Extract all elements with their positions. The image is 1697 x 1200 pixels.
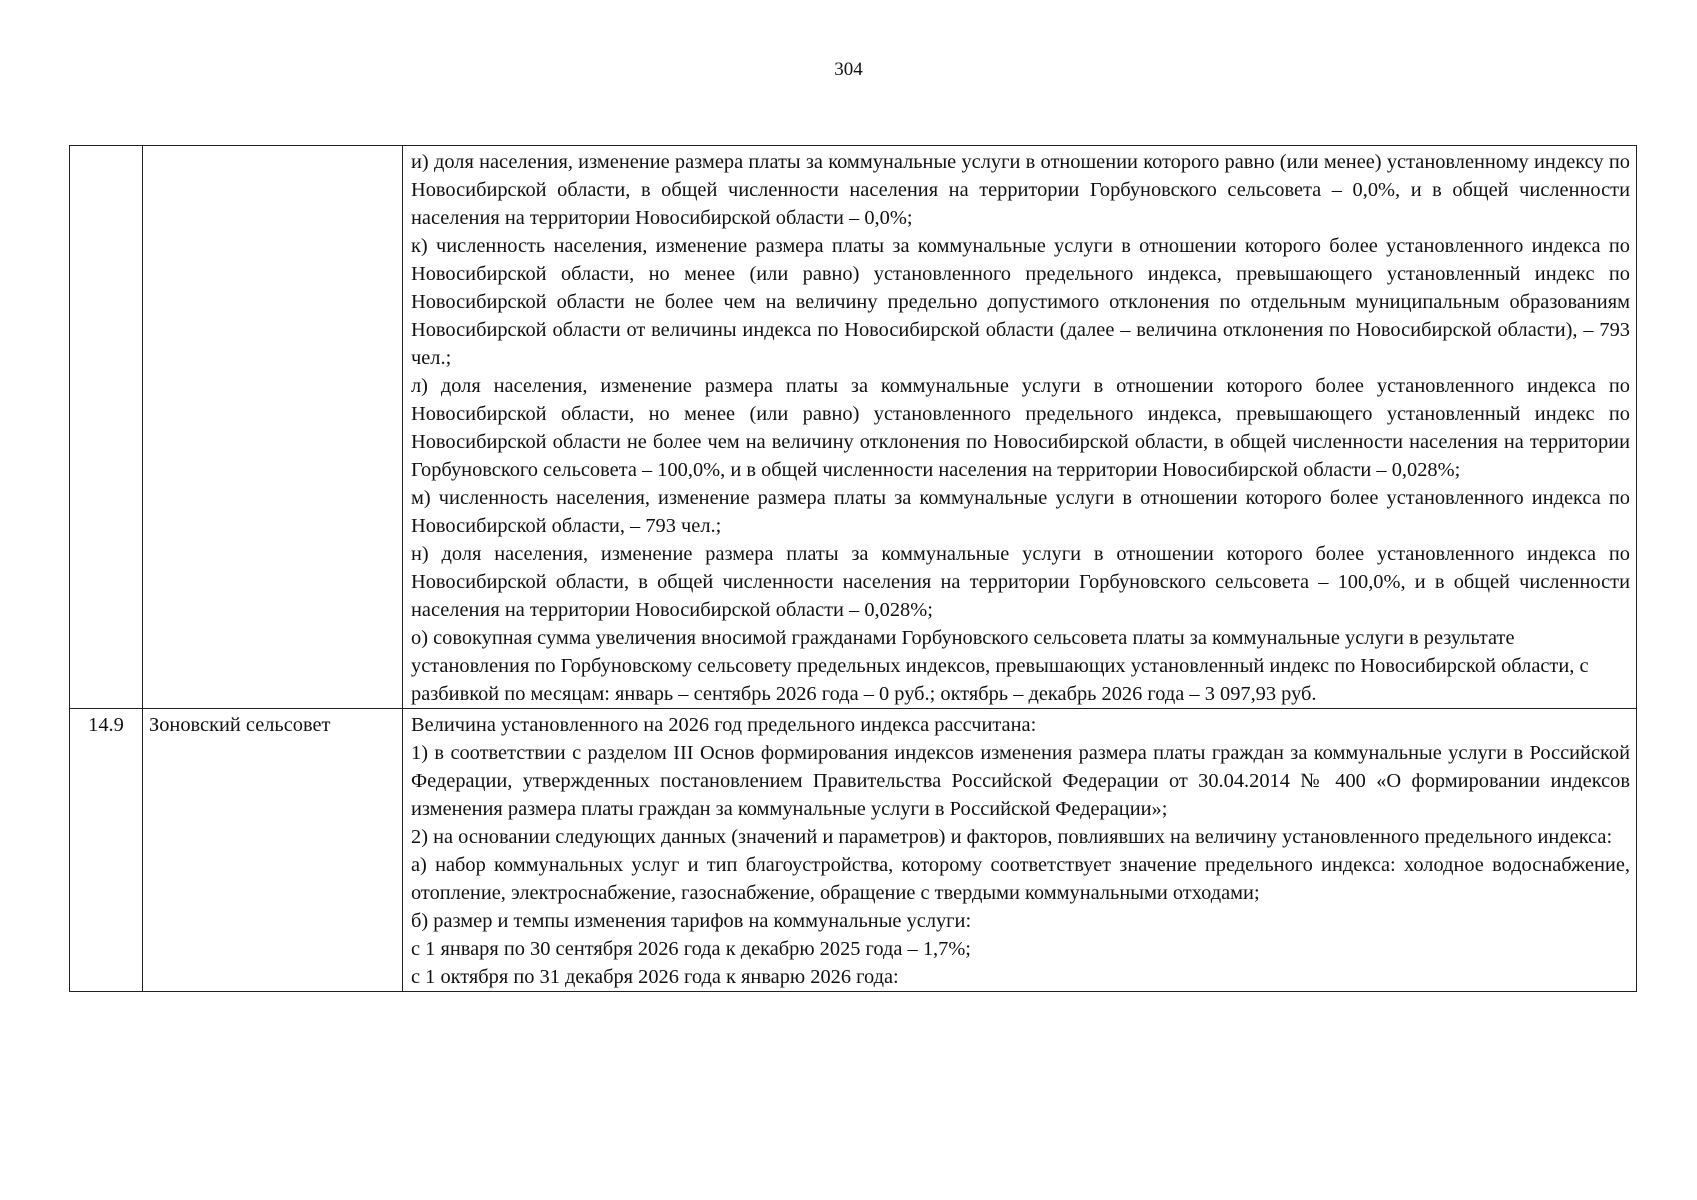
row-number-cell: 14.9 [70,709,143,992]
paragraph: б) размер и темпы изменения тарифов на коммунальные услуги: [411,910,972,932]
row-text-cell [403,146,1637,709]
row-name-cell [143,146,403,709]
paragraph: 1) в соответствии с разделом III Основ формирования индексов изменения размера платы граждан за коммунальные услуги в Российской Федерации, утвержденных постановлением Правительства Российской Федерации от 30.04.2014 № 400 «О формировании индексов изменения размера платы граждан за коммунальные услуги в Российской Федерации»; [411,742,1630,820]
paragraph: м) численность населения, изменение размера платы за коммунальные услуги в отношении которого более установленного индекса по Новосибирской области, – 793 чел.; [411,487,1630,537]
paragraph: и) доля населения, изменение размера платы за коммунальные услуги в отношении которого равно (или менее) установленному индексу по Новосибирской области, в общей численности населения на территории Горбуновского сельсовета – 0,0%, и в общей численности населения на территории Новосибирской области – 0,0%; [411,151,1630,229]
paragraph: л) доля населения, изменение размера платы за коммунальные услуги в отношении которого более установленного индекса по Новосибирской области, но менее (или равно) установленного предельного индекса, превышающего установленный индекс по Новосибирской области не более чем на величину отклонения по Новосибирской области, в общей численности населения на территории Горбуновского сельсовета – 100,0%, и в общей численности населения на территории Новосибирской области – 0,028%; [411,375,1630,481]
paragraph: а) набор коммунальных услуг и тип благоустройства, которому соответствует значение предельного индекса: холодное водоснабжение, отопление, электроснабжение, газоснабжение, обращение с твердыми коммунальными отходами; [411,854,1630,904]
paragraph: Величина установленного на 2026 год предельного индекса рассчитана: [411,714,1037,736]
paragraph: н) доля населения, изменение размера платы за коммунальные услуги в отношении которого более установленного индекса по Новосибирской области, в общей численности населения на территории Горбуновского сельсовета – 100,0%, и в общей численности населения на территории Новосибирской области – 0,028%; [411,543,1630,621]
document-table [69,145,1637,992]
table-row [70,146,1637,709]
paragraph: с 1 октября по 31 декабря 2026 года к январю 2026 года: [411,966,899,988]
paragraph: 2) на основании следующих данных (значений и параметров) и факторов, повлиявших на величину установленного предельного индекса: [411,826,1613,848]
row-text-cell [403,709,1637,992]
paragraph: с 1 января по 30 сентября 2026 года к декабрю 2025 года – 1,7%; [411,938,971,960]
paragraph: к) численность населения, изменение размера платы за коммунальные услуги в отношении которого более установленного индекса по Новосибирской области, но менее (или равно) установленного предельного индекса, превышающего установленный индекс по Новосибирской области не более чем на величину предельно допустимого отклонения по отдельным муниципальным образованиям Новосибирской области от величины индекса по Новосибирской области (далее – величина отклонения по Новосибирской области), – 793 чел.; [411,235,1630,369]
row-number-cell [70,146,143,709]
row-name-cell: Зоновский сельсовет [143,709,403,992]
page-number: 304 [834,59,863,80]
paragraph: о) совокупная сумма увеличения вносимой гражданами Горбуновского сельсовета платы за коммунальные услуги в результате установления по Горбуновскому сельсовету предельных индексов, превышающих установленный индекс по Новосибирской области, с разбивкой по месяцам: январь – сентябрь 2026 года – 0 руб.; октябрь – декабрь 2026 года – 3 097,93 руб. [411,627,1589,705]
table-row [70,709,1637,992]
